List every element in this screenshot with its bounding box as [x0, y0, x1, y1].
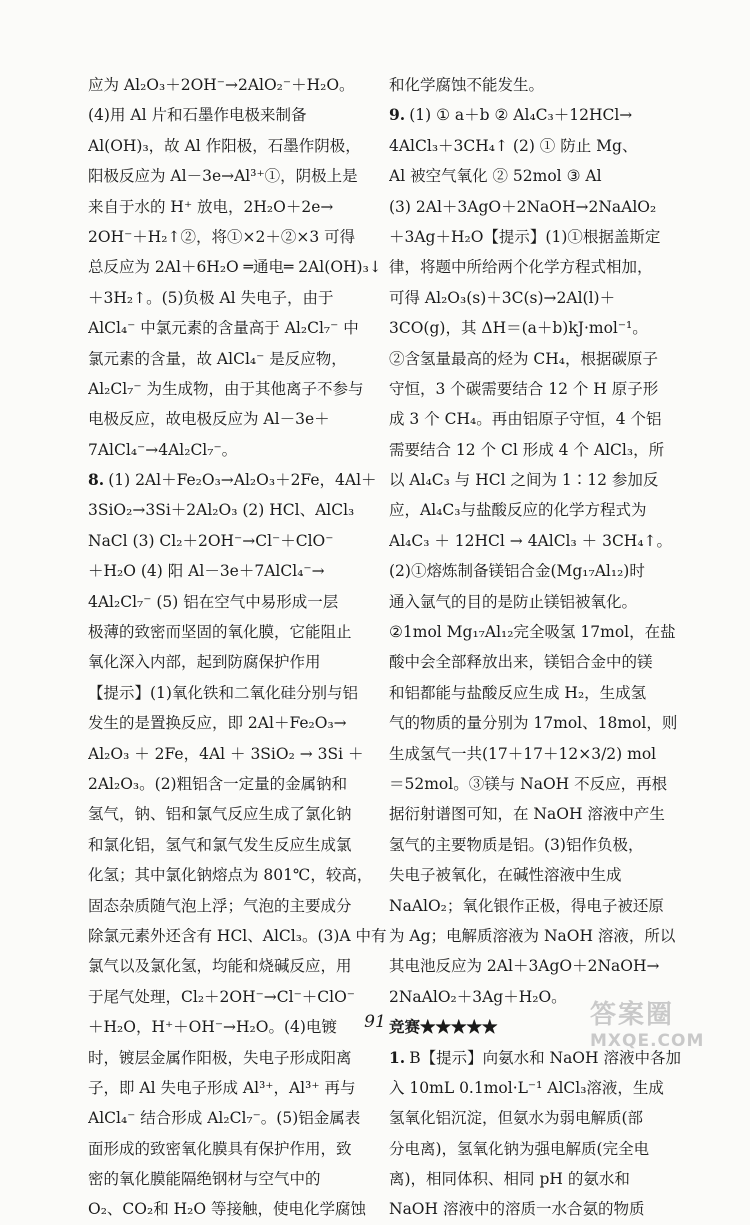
text-line: ②1mol Mg₁₇Al₁₂完全吸氢 17mol，在盐 [389, 623, 676, 642]
text-line: NaCl (3) Cl₂＋2OH⁻→Cl⁻＋ClO⁻ [88, 531, 334, 550]
text-line: 和化学腐蚀不能发生。 [389, 76, 545, 94]
text-line: 极薄的致密而坚固的氧化膜，它能阻止 [88, 623, 352, 642]
text-line: Al₂Cl₇⁻ 为生成物，由于其他离子不参与 [88, 379, 364, 398]
section-heading: 竞赛★★★★★ [389, 1017, 498, 1037]
text-line: (2)①熔炼制备镁铝合金(Mg₁₇Al₁₂)时 [389, 562, 645, 581]
text-line: Al₄C₃ ＋ 12HCl → 4AlCl₃ ＋ 3CH₄↑。 [389, 531, 673, 550]
text-line: 可得 Al₂O₃(s)＋3C(s)→2Al(l)＋ [389, 288, 616, 307]
text-line: Al₂O₃ ＋ 2Fe，4Al ＋ 3SiO₂ → 3Si ＋ [88, 744, 364, 763]
text-line: 阳极反应为 Al－3e→Al³⁺①，阴极上是 [88, 167, 358, 186]
text-line: 据衍射谱图可知，在 NaOH 溶液中产生 [389, 805, 665, 824]
question-8-line [88, 465, 388, 495]
text-line: 分电离)，氢氧化钠为强电解质(完全电 [389, 1139, 650, 1158]
text-span: (1) 2Al＋Fe₂O₃→Al₂O₃＋2Fe，4Al＋ [108, 471, 377, 490]
text-line: 失电子被氧化，在碱性溶液中生成 [389, 866, 622, 885]
text-line: 为 Ag；电解质溶液为 NaOH 溶液，所以 [389, 926, 676, 945]
text-line: 离)，相同体积、相同 pH 的氨水和 [389, 1170, 630, 1189]
text-line: 【提示】(1)氧化铁和二氧化硅分别与铝 [88, 683, 358, 702]
text-line: ＋3Ag＋H₂O【提示】(1)①根据盖斯定 [389, 227, 661, 246]
text-line: 氢氧化铝沉淀，但氨水为弱电解质(部 [389, 1109, 644, 1128]
text-line: 密的氧化膜能隔绝钢材与空气中的 [88, 1170, 321, 1189]
question-9-line [389, 100, 693, 130]
text-line: ＝52mol。③镁与 NaOH 不反应，再根 [389, 774, 668, 793]
watermark-url: MXQE.COM [590, 1031, 705, 1051]
text-line: (3) 2Al＋3AgO＋2NaOH→2NaAlO₂ [389, 197, 657, 216]
text-line: O₂、CO₂和 H₂O 等接触，使电化学腐蚀 [88, 1200, 366, 1219]
text-line: (4)用 Al 片和石墨作电极来制备 [88, 106, 307, 125]
text-span: (1) ① a＋b ② Al₄C₃＋12HCl→ [409, 106, 633, 125]
text-line: 其电池反应为 2Al＋3AgO＋2NaOH→ [389, 957, 660, 976]
text-line: ＋H₂O (4) 阳 Al－3e＋7AlCl₄⁻→ [88, 562, 325, 581]
text-line: NaOH 溶液中的溶质一水合氨的物质 [389, 1200, 645, 1219]
text-line: 时，镀层金属作阳极，失电子形成阳离 [88, 1048, 352, 1067]
text-line: 需要结合 12 个 Cl 形成 4 个 AlCl₃，所 [389, 440, 665, 459]
text-line: 应，Al₄C₃与盐酸反应的化学方程式为 [389, 501, 647, 520]
text-line: 生成氢气一共(17＋17＋12×3/2) mol [389, 744, 657, 763]
text-line: 氯气以及氯化氢，均能和烧碱反应，用 [88, 957, 352, 976]
text-line: 以 Al₄C₃ 与 HCl 之间为 1∶12 参加反 [389, 471, 659, 490]
text-line: 于尾气处理，Cl₂＋2OH⁻→Cl⁻＋ClO⁻ [88, 987, 355, 1006]
text-line: 2NaAlO₂＋3Ag＋H₂O。 [389, 987, 567, 1006]
text-line: 3CO(g)，其 ΔH＝(a＋b)kJ·mol⁻¹。 [389, 319, 648, 338]
watermark-logo [590, 1000, 740, 1060]
text-line: 总反应为 2Al＋6H₂O ═通电═ 2Al(OH)₃↓ [88, 258, 382, 277]
text-line: 氢气的主要物质是铝。(3)铝作负极， [389, 835, 644, 854]
left-column [88, 70, 388, 1225]
text-line: 守恒，3 个碳需要结合 12 个 H 原子形 [389, 379, 659, 398]
text-line: 2Al₂O₃。(2)粗铝含一定量的金属钠和 [88, 774, 348, 793]
text-line: Al 被空气氧化 ② 52mol ③ Al [389, 167, 602, 186]
text-line: Al(OH)₃，故 Al 作阳极，石墨作阴极， [88, 136, 361, 155]
text-line: ＋H₂O，H⁺＋OH⁻→H₂O。(4)电镀 [88, 1018, 337, 1037]
question-number: 1. [389, 1047, 406, 1067]
text-line: 发生的是置换反应，即 2Al＋Fe₂O₃→ [88, 714, 347, 733]
text-line: 3SiO₂→3Si＋2Al₂O₃ (2) HCl、AlCl₃ [88, 501, 355, 520]
text-line: 酸中会全部释放出来，镁铝合金中的镁 [389, 653, 653, 672]
text-line: 电极反应，故电极反应为 Al－3e＋ [88, 410, 330, 429]
text-line: 面形成的致密氧化膜具有保护作用，致 [88, 1139, 352, 1158]
text-line: 应为 Al₂O₃＋2OH⁻→2AlO₂⁻＋H₂O。 [88, 76, 355, 94]
page-number: 91 [364, 1012, 386, 1032]
text-line: 氧化深入内部，起到防腐保护作用 [88, 653, 321, 672]
text-line: 氯元素的含量，故 AlCl₄⁻ 是反应物， [88, 349, 347, 368]
text-line: 固态杂质随气泡上浮；气泡的主要成分 [88, 896, 352, 915]
text-line: 律，将题中所给两个化学方程式相加， [389, 258, 653, 277]
text-line: 和氯化铝，氢气和氯气发生反应生成氯 [88, 835, 352, 854]
text-line: 除氯元素外还含有 HCl、AlCl₃。(3)A 中有 [88, 926, 387, 945]
watermark-text: 答案圈 [590, 1000, 675, 1030]
text-line: 4Al₂Cl₇⁻ (5) 铝在空气中易形成一层 [88, 592, 339, 611]
text-line: 化氢；其中氯化钠熔点为 801℃，较高， [88, 866, 373, 885]
text-line: ＋3H₂↑。(5)负极 Al 失电子，由于 [88, 288, 334, 307]
text-line: AlCl₄⁻ 中氯元素的含量高于 Al₂Cl₇⁻ 中 [88, 319, 359, 338]
text-line: 2OH⁻＋H₂↑②，将①×2＋②×3 可得 [88, 227, 356, 246]
text-line: AlCl₄⁻ 结合形成 Al₂Cl₇⁻。(5)铝金属表 [88, 1109, 361, 1128]
question-number: 9. [389, 105, 406, 125]
text-line: 7AlCl₄⁻→4Al₂Cl₇⁻。 [88, 440, 238, 459]
text-line: ②含氢量最高的烃为 CH₄，根据碳原子 [389, 349, 659, 368]
text-line: 氢气，钠、铝和氯气反应生成了氯化钠 [88, 805, 352, 824]
text-line: NaAlO₂；氧化银作正极，得电子被还原 [389, 896, 664, 915]
text-line: 来自于水的 H⁺ 放电，2H₂O＋2e→ [88, 197, 334, 216]
text-line: 子，即 Al 失电子形成 Al³⁺，Al³⁺ 再与 [88, 1078, 356, 1097]
text-span: B【提示】向氨水和 NaOH 溶液中各加 [409, 1048, 681, 1067]
question-number: 8. [88, 470, 105, 490]
text-line: 通入氩气的目的是防止镁铝被氧化。 [389, 592, 638, 611]
text-line: 成 3 个 CH₄。再由铝原子守恒，4 个铝 [389, 410, 662, 429]
text-line: 气的物质的量分别为 17mol、18mol，则 [389, 714, 678, 733]
text-line: 入 10mL 0.1mol·L⁻¹ AlCl₃溶液，生成 [389, 1078, 664, 1097]
text-line: 4AlCl₃＋3CH₄↑ (2) ① 防止 Mg、 [389, 136, 638, 155]
text-line: 和铝都能与盐酸反应生成 H₂，生成氢 [389, 683, 647, 702]
